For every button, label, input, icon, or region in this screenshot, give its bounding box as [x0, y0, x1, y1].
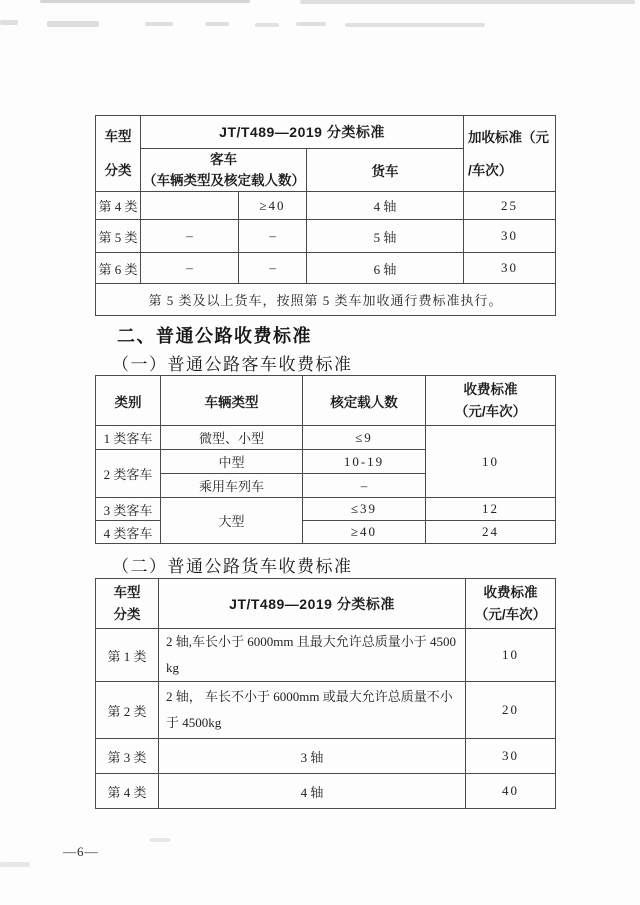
header-classification-standard: JT/T489—2019 分类标准	[141, 116, 464, 149]
header-capacity: 核定载人数	[303, 376, 426, 426]
header-bus-line2: （车辆类型及核定载人数）	[143, 173, 305, 188]
cell-fee: 20	[466, 682, 556, 739]
cell-description: 3 轴	[159, 739, 466, 774]
cell-fee: 25	[464, 192, 556, 220]
cell-fee: 10	[466, 629, 556, 682]
cell-truck: 4 轴	[307, 192, 464, 220]
scan-artifact	[47, 21, 99, 27]
header-fee-line2: （元/车次）	[474, 606, 547, 622]
header-surcharge-standard	[464, 116, 556, 192]
scan-artifact	[145, 22, 173, 26]
cell-class: 第 4 类	[96, 192, 141, 220]
cell-vehicle-type: 乘用车列车	[161, 474, 303, 498]
table-row	[96, 253, 556, 284]
header-vehicle-class-line2: 分类	[104, 162, 132, 178]
header-vehicle-class	[96, 579, 159, 629]
scan-artifact	[345, 23, 485, 27]
cell-capacity: –	[239, 220, 307, 253]
cell-category: 4 类客车	[96, 521, 161, 544]
table-row	[96, 220, 556, 253]
scan-artifact	[40, 0, 250, 3]
cell-class: 第 1 类	[96, 629, 159, 682]
surcharge-table	[95, 115, 556, 316]
cell-truck: 5 轴	[307, 220, 464, 253]
scan-artifact	[300, 0, 635, 4]
cell-capacity: ≤39	[303, 498, 426, 521]
cell-capacity: 10-19	[303, 450, 426, 474]
cell-fee: 12	[426, 498, 556, 521]
cell-truck: 6 轴	[307, 253, 464, 284]
header-classification-standard: JT/T489—2019 分类标准	[159, 579, 466, 629]
cell-description: 2 轴， 车长不小于 6000mm 或最大允许总质量不小于 4500kg	[159, 682, 466, 739]
header-vehicle-class-line2: 分类	[113, 606, 141, 622]
cell-category: 3 类客车	[96, 498, 161, 521]
cell-fee: 30	[464, 220, 556, 253]
cell-capacity: ≥40	[239, 192, 307, 220]
table-note: 第 5 类及以上货车，按照第 5 类车加收通行费标准执行。	[96, 284, 556, 316]
table-row	[96, 426, 556, 450]
header-vehicle-class-line1: 车型	[113, 584, 141, 600]
scan-artifact	[0, 20, 18, 25]
table-row	[96, 629, 556, 682]
header-vehicle-class-line1: 车型	[104, 128, 132, 144]
cell-capacity: ≤9	[303, 426, 426, 450]
subsection-heading-bus: （一）普通公路客车收费标准	[112, 355, 353, 374]
table-row	[96, 192, 556, 220]
header-category: 类别	[96, 376, 161, 426]
section-heading: 二、普通公路收费标准	[117, 326, 312, 346]
cell-class: 第 2 类	[96, 682, 159, 739]
header-vehicle-type: 车辆类型	[161, 376, 303, 426]
cell-capacity: –	[239, 253, 307, 284]
header-truck: 货车	[307, 149, 464, 192]
table-row	[96, 682, 556, 739]
table-note-row	[96, 284, 556, 316]
cell-class: 第 6 类	[96, 253, 141, 284]
cell-vehicle-type: 微型、小型	[161, 426, 303, 450]
header-fee-line2: （元/车次）	[454, 403, 527, 419]
scan-artifact	[296, 22, 326, 26]
cell-description: 4 轴	[159, 774, 466, 809]
cell-capacity: –	[303, 474, 426, 498]
cell-class: 第 5 类	[96, 220, 141, 253]
truck-fee-table	[95, 578, 556, 809]
cell-fee: 40	[466, 774, 556, 809]
cell-category: 2 类客车	[96, 450, 161, 498]
scan-artifact	[205, 22, 229, 26]
cell-fee: 30	[466, 739, 556, 774]
scan-artifact	[255, 23, 279, 27]
cell-fee: 10	[426, 426, 556, 498]
table-row	[96, 774, 556, 809]
header-fee-line1: 收费标准	[483, 584, 538, 600]
subsection-heading-truck: （二）普通公路货车收费标准	[112, 557, 353, 576]
cell-capacity: ≥40	[303, 521, 426, 544]
scan-artifact	[0, 862, 30, 867]
cell-fee: 30	[464, 253, 556, 284]
header-fee-standard	[466, 579, 556, 629]
table-row	[96, 739, 556, 774]
cell-description: 2 轴,车长小于 6000mm 且最大允许总质量小于 4500kg	[159, 629, 466, 682]
cell-bus-type: –	[141, 253, 239, 284]
scan-artifact	[150, 838, 170, 842]
cell-bus-type	[141, 192, 239, 220]
page-number: —6—	[63, 844, 99, 859]
header-vehicle-class	[96, 116, 141, 192]
header-fee-line1: 收费标准	[463, 381, 518, 397]
cell-vehicle-type: 大型	[161, 498, 303, 544]
header-bus	[141, 149, 307, 192]
cell-class: 第 3 类	[96, 739, 159, 774]
cell-fee: 24	[426, 521, 556, 544]
header-surcharge-line1: 加收标准（元	[468, 129, 549, 145]
cell-vehicle-type: 中型	[161, 450, 303, 474]
header-fee-standard	[426, 376, 556, 426]
header-surcharge-line2: /车次）	[468, 162, 513, 178]
header-bus-line1: 客车	[210, 152, 237, 167]
cell-class: 第 4 类	[96, 774, 159, 809]
bus-fee-table	[95, 375, 556, 544]
cell-category: 1 类客车	[96, 426, 161, 450]
table-row	[96, 498, 556, 521]
cell-bus-type: –	[141, 220, 239, 253]
